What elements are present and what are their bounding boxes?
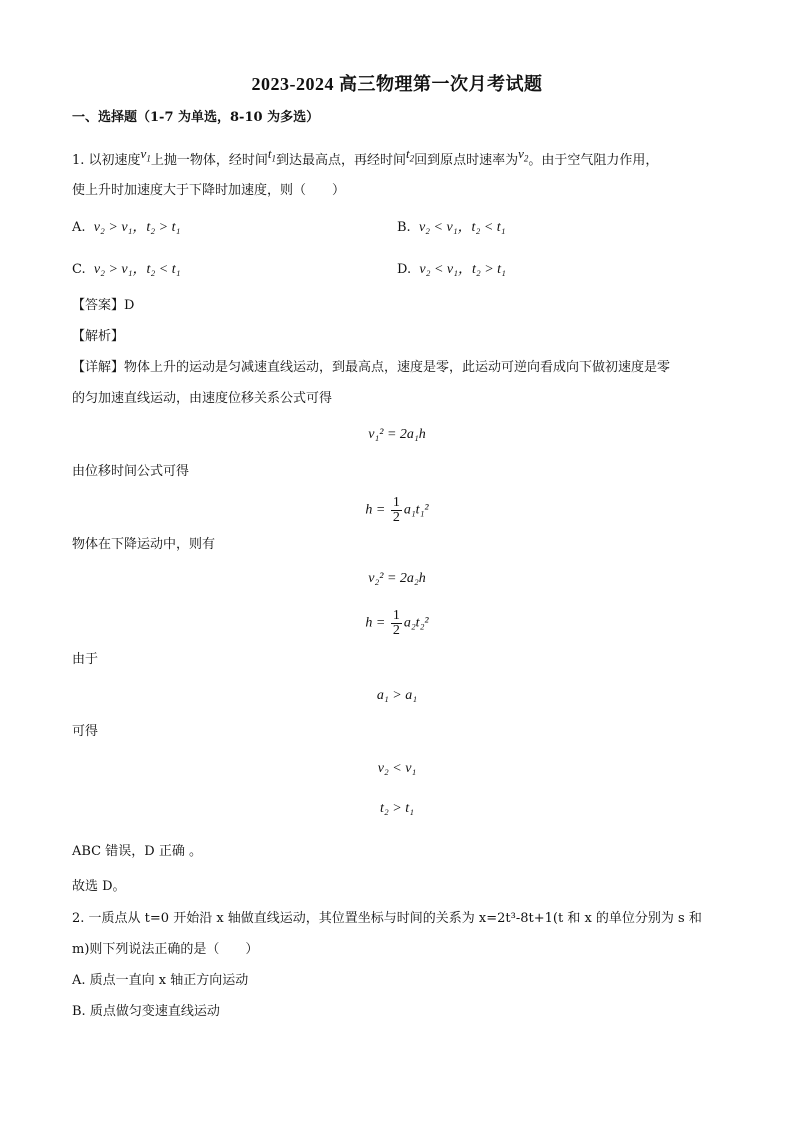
t1-symbol: $t_1$ xyxy=(267,146,276,164)
text-therefore: 可得 xyxy=(72,724,99,739)
conclusion-2: 故选 D。 xyxy=(72,879,126,894)
equation-3: v₂² = 2a₂h xyxy=(368,571,426,586)
answer-label: 【答案】D xyxy=(72,298,135,313)
option-d: D. v₂ < v₁，t₂ > t₁ xyxy=(397,262,506,277)
question-1-stem: 1. 以初速度$v_1$上抛一物体，经时间$t_1$到达最高点，再经时间$t_2$回到原点时速率为$v_2$。由于空气阻力作用， xyxy=(72,146,659,168)
equation-1: v₁² = 2a₁h xyxy=(368,427,426,442)
text-descent: 物体在下降运动中，则有 xyxy=(72,537,216,552)
detail-line-1: 【详解】物体上升的运动是匀减速直线运动，到最高点，速度是零，此运动可逆向看成向下做初速度是零 xyxy=(72,360,671,375)
q2-option-b: B. 质点做匀变速直线运动 xyxy=(72,1004,220,1019)
option-b: B. v₂ < v₁，t₂ < t₁ xyxy=(397,220,506,235)
question-2-stem-line2: m)则下列说法正确的是（ ） xyxy=(72,942,259,957)
detail-line-2: 的匀加速直线运动，由速度位移关系公式可得 xyxy=(72,391,333,406)
q2-option-a: A. 质点一直向 x 轴正方向运动 xyxy=(72,973,249,988)
equation-4: h = $\frac{1}{2}$ a₂t₂² xyxy=(365,608,429,638)
option-c: C. v₂ > v₁，t₂ < t₁ xyxy=(72,262,181,277)
equation-6: v₂ < v₁ xyxy=(377,761,417,776)
v2-symbol: $v_2$ xyxy=(518,146,529,164)
fraction-half: $\frac{1}{2}$ xyxy=(392,495,400,525)
section-heading: 一、选择题（1-7 为单选，8-10 为多选） xyxy=(72,110,320,125)
fraction-half: $\frac{1}{2}$ xyxy=(392,608,400,638)
question-2-stem: 2. 一质点从 t=0 开始沿 x 轴做直线运动，其位置坐标与时间的关系为 x=2t³-8t+1(t 和 x 的单位分别为 s 和 xyxy=(72,911,702,926)
page-title: 2023-2024 高三物理第一次月考试题 xyxy=(251,74,543,94)
equation-5: a₁ > a₁ xyxy=(376,688,418,703)
text-displacement: 由位移时间公式可得 xyxy=(72,464,190,479)
equation-2: h = $\frac{1}{2}$ a₁t₁² xyxy=(365,495,429,525)
t2-symbol: $t_2$ xyxy=(405,146,415,164)
v1-symbol: $v_1$ xyxy=(140,146,151,164)
text-since: 由于 xyxy=(72,652,99,667)
conclusion-1: ABC 错误，D 正确 。 xyxy=(72,844,202,859)
option-a: A. v₂ > v₁，t₂ > t₁ xyxy=(72,220,181,235)
analysis-label: 【解析】 xyxy=(72,329,125,344)
equation-7: t₂ > t₁ xyxy=(380,801,414,816)
question-1-stem-line2: 使上升时加速度大于下降时加速度，则（ ） xyxy=(72,183,346,198)
